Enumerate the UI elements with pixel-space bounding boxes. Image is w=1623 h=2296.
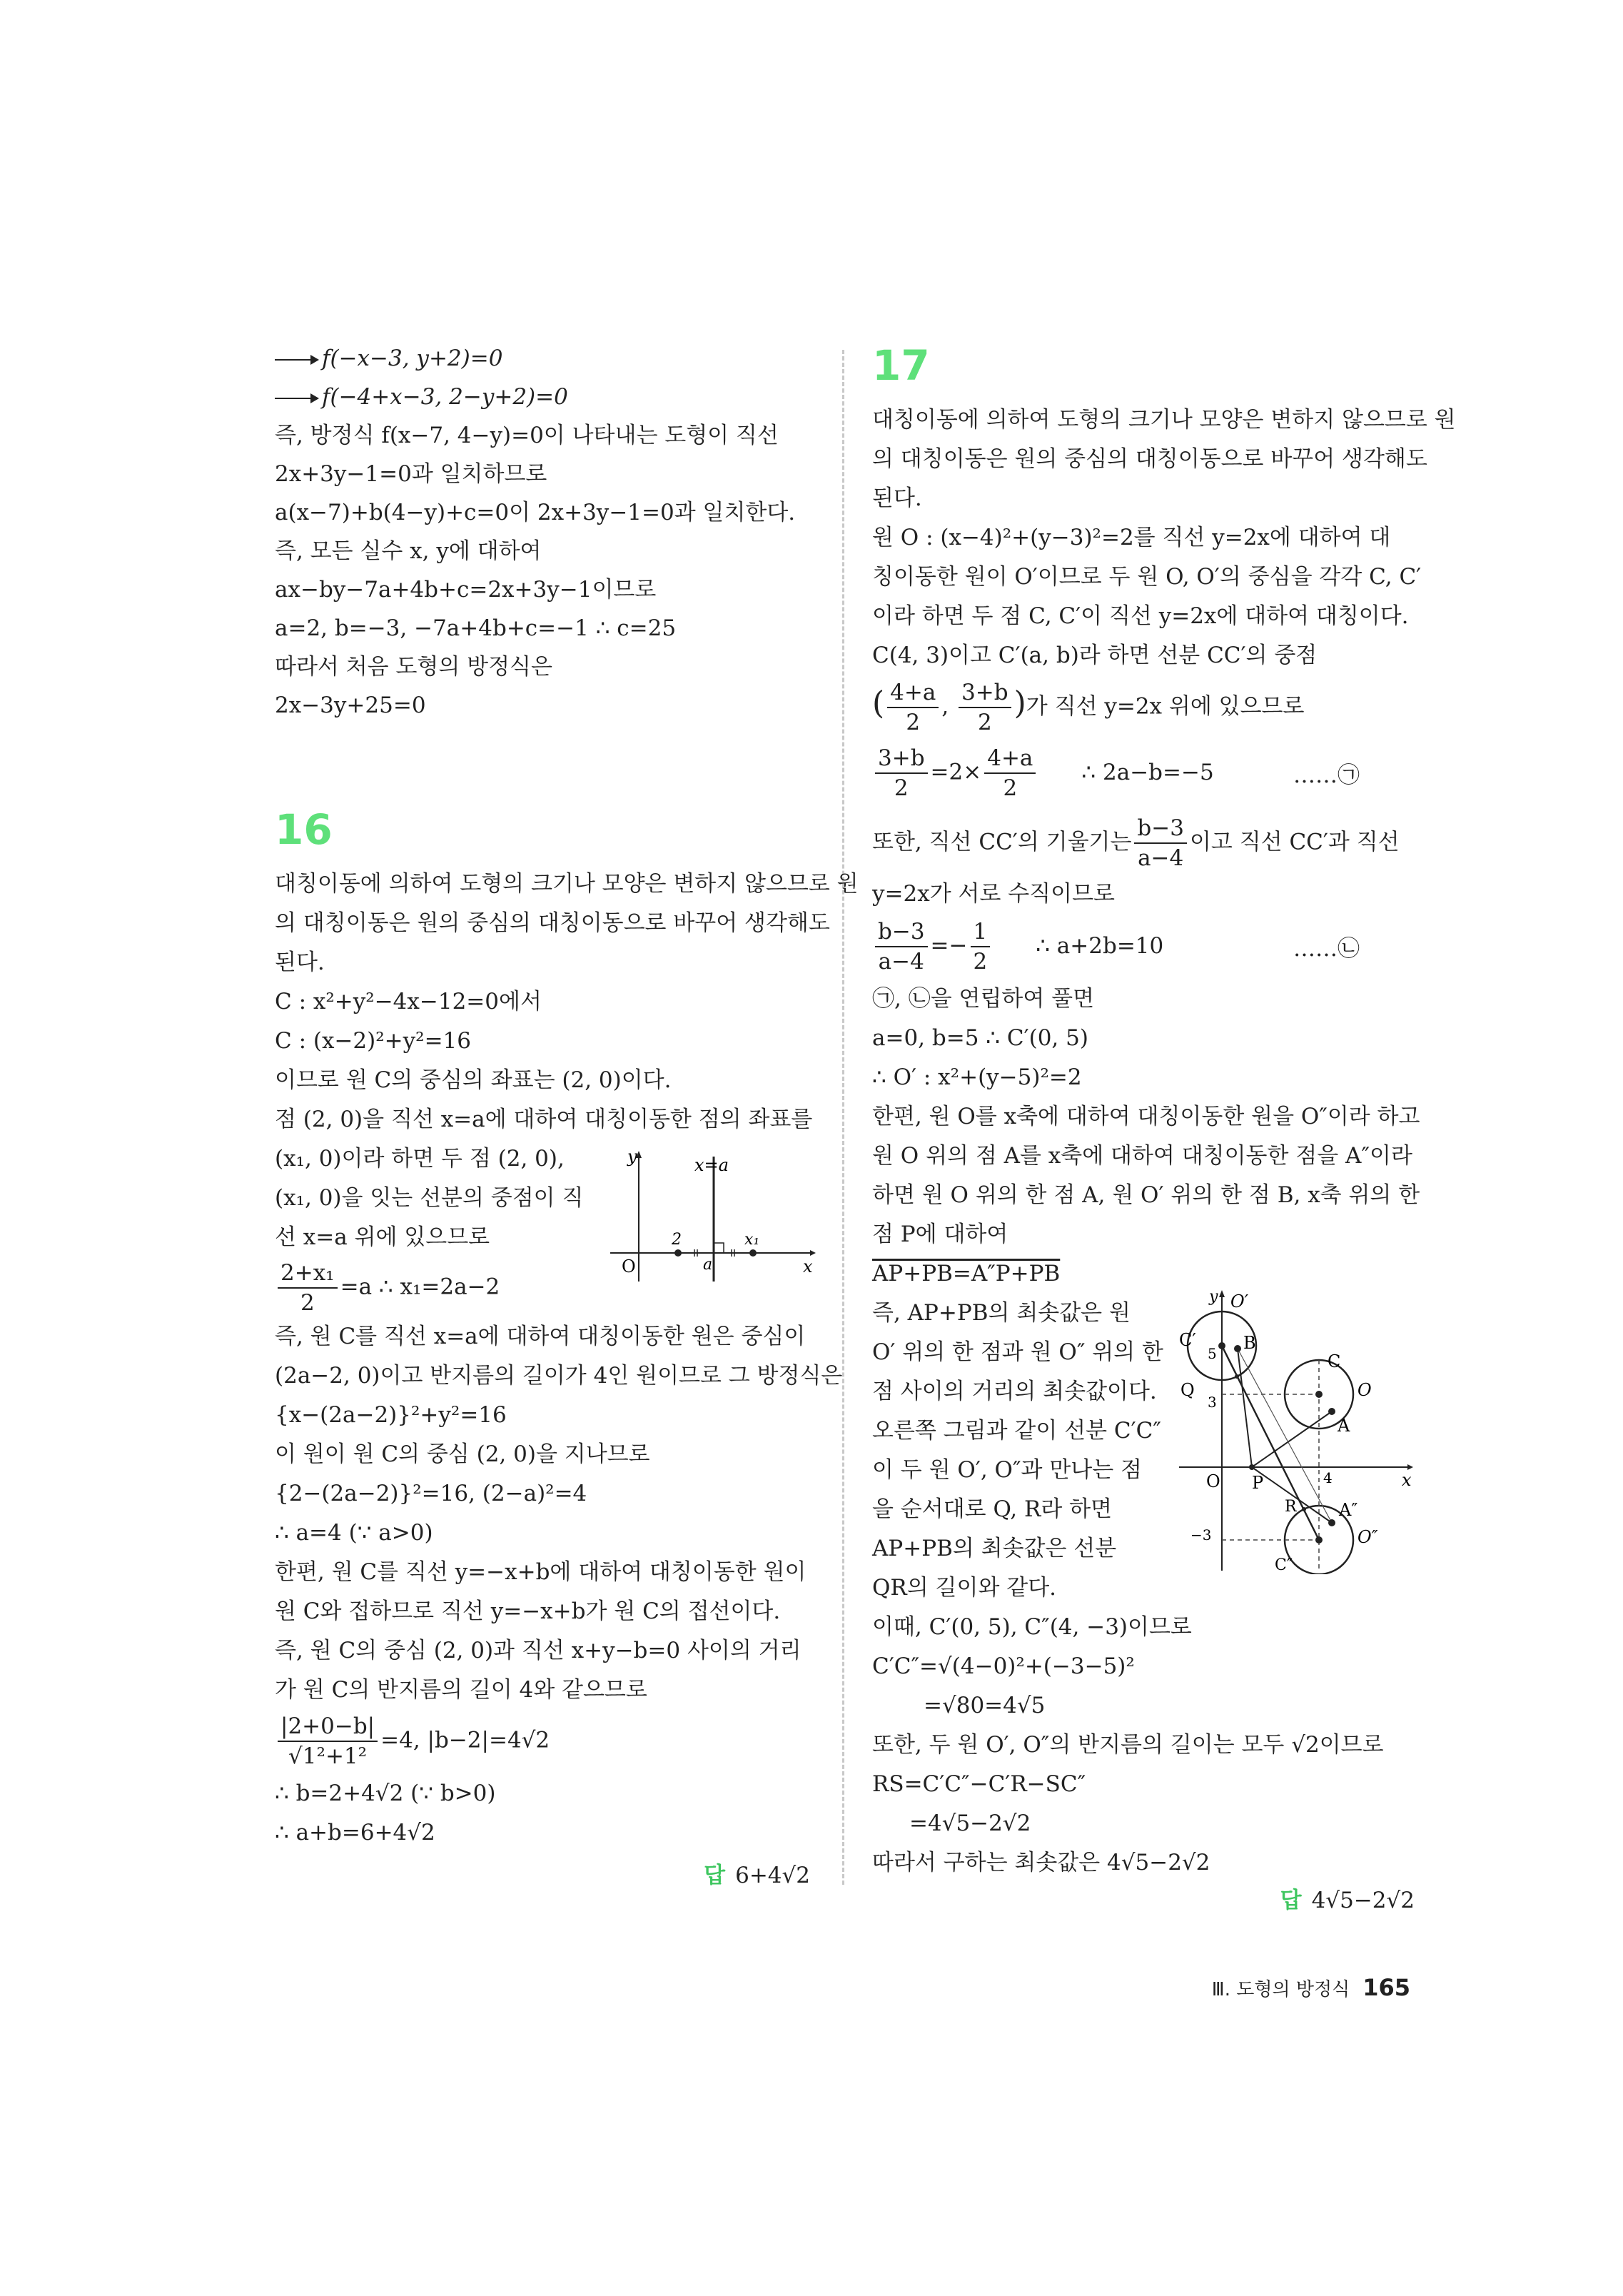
text-line: f(−4+x−3, 2−y+2)=0 <box>275 381 568 413</box>
axis-label-y: y <box>627 1147 637 1167</box>
text-line: (x₁, 0)을 잇는 선분의 중점이 직 <box>275 1185 584 1211</box>
problem-number: 16 <box>275 805 333 854</box>
text-line: 을 순서대로 Q, R라 하면 <box>872 1496 1113 1522</box>
text-line: {2−(2a−2)}²=16, (2−a)²=4 <box>275 1481 587 1506</box>
text-line: AP+PB의 최솟값은 선분 <box>872 1536 1117 1561</box>
figure-17 <box>1172 1289 1415 1574</box>
fraction-line: 또한, 직선 CC′의 기울기는 $\frac{b-3}{a-4}$ 이고 직선 CC′과 직선 <box>872 815 1400 871</box>
origin-label: O <box>1206 1471 1220 1491</box>
column-divider <box>842 350 844 1885</box>
fraction-line: ( $\frac{4+a}{2}$ , $\frac{3+b}{2}$ )가 직선 y=2x 위에 있으므로 <box>872 680 1305 735</box>
text-line: 칭이동한 원이 O′이므로 두 원 O, O′의 중심을 각각 C, C′ <box>872 564 1422 590</box>
problem-number: 17 <box>872 341 930 390</box>
text-line: 대칭이동에 의하여 도형의 크기나 모양은 변하지 않으므로 원 <box>275 871 859 897</box>
point-label: C″ <box>1275 1556 1293 1574</box>
text-line: 또한, 두 원 O′, O″의 반지름의 길이는 모두 √2이므로 <box>872 1732 1384 1758</box>
point-label: Q <box>1180 1380 1195 1400</box>
text-line: 원 C와 접하므로 직선 y=−x+b가 원 C의 접선이다. <box>275 1598 781 1624</box>
page-number: 165 <box>1362 1974 1410 2001</box>
text-line: 가 원 C의 반지름의 길이 4와 같으므로 <box>275 1677 647 1703</box>
point-label: C′ <box>1179 1330 1196 1350</box>
fraction-line: $\frac{b-3}{a-4}$ =− $\frac{1}{2}$ ∴ a+2b=10 ……㉡ <box>872 917 1415 976</box>
fraction: $\frac{|2+0-b|}{\text{√1²+1²}}$ <box>278 1712 378 1771</box>
text-line: =4√5−2√2 <box>909 1811 1031 1836</box>
text-line: 즉, 원 C의 중심 (2, 0)과 직선 x+y−b=0 사이의 거리 <box>275 1638 802 1663</box>
text-line: 따라서 처음 도형의 방정식은 <box>275 654 552 680</box>
origin-label: O <box>622 1257 636 1277</box>
circle-label: O′ <box>1230 1292 1249 1311</box>
point-label: P <box>1252 1473 1264 1493</box>
text-line: 2x−3y+25=0 <box>275 693 426 718</box>
text-line: 된다. <box>275 950 325 975</box>
text-line: ∴ a+b=6+4√2 <box>275 1820 435 1846</box>
text-line: ax−by−7a+4b+c=2x+3y−1이므로 <box>275 577 657 603</box>
text-line: ∴ b=2+4√2 (∵ b>0) <box>275 1781 496 1806</box>
text-line: 즉, 모든 실수 x, y에 대하여 <box>275 538 542 564</box>
tick-label: −3 <box>1190 1526 1212 1544</box>
text-line: O′ 위의 한 점과 원 O″ 위의 한 <box>872 1339 1163 1365</box>
figure-16 <box>603 1142 817 1285</box>
line-label: x=a <box>694 1155 729 1175</box>
chapter-title: Ⅲ. 도형의 방정식 <box>1211 1979 1350 2000</box>
text-line: 의 대칭이동은 원의 중심의 대칭이동으로 바꾸어 생각해도 <box>275 910 830 936</box>
text-line: 점 사이의 거리의 최솟값이다. <box>872 1379 1157 1404</box>
text-line: 된다. <box>872 485 922 511</box>
text-line: C : (x−2)²+y²=16 <box>275 1028 472 1054</box>
point-label: 2 <box>672 1231 682 1249</box>
axis-label-x: x <box>1402 1470 1412 1490</box>
page-footer <box>1212 1974 1410 2001</box>
text-line: a=0, b=5 ∴ C′(0, 5) <box>872 1025 1088 1051</box>
text-line: 이라 하면 두 점 C, C′이 직선 y=2x에 대하여 대칭이다. <box>872 603 1409 629</box>
text-line: 원 O 위의 점 A를 x축에 대하여 대칭이동한 점을 A″이라 <box>872 1143 1412 1169</box>
text-line: {x−(2a−2)}²+y²=16 <box>275 1402 507 1428</box>
text-line: 오른쪽 그림과 같이 선분 C′C″ <box>872 1418 1161 1444</box>
text-line: 2x+3y−1=0과 일치하므로 <box>275 461 547 487</box>
tick-label: 3 <box>1208 1394 1217 1411</box>
text-line: AP+PB=A″P+PB <box>872 1261 1061 1287</box>
arrow-icon <box>275 359 318 361</box>
text-line: 원 O : (x−4)²+(y−3)²=2를 직선 y=2x에 대하여 대 <box>872 525 1391 550</box>
text-line: C(4, 3)이고 C′(a, b)라 하면 선분 CC′의 중점 <box>872 643 1318 668</box>
text-line: 하면 원 O 위의 한 점 A, 원 O′ 위의 한 점 B, x축 위의 한 <box>872 1182 1420 1208</box>
axis-label-y: y <box>1209 1289 1218 1306</box>
text-line: =√80=4√5 <box>924 1693 1046 1718</box>
text-line: 대칭이동에 의하여 도형의 크기나 모양은 변하지 않으므로 원 <box>872 407 1456 433</box>
text-line: 즉, 원 C를 직선 x=a에 대하여 대칭이동한 원은 중심이 <box>275 1324 806 1349</box>
text-line: a(x−7)+b(4−y)+c=0이 2x+3y−1=0과 일치한다. <box>275 500 796 525</box>
point-label: a <box>703 1256 713 1274</box>
text-line: 즉, AP+PB의 최솟값은 원 <box>872 1300 1131 1326</box>
text-line: 선 x=a 위에 있으므로 <box>275 1224 490 1250</box>
text-line: ㉠, ㉡을 연립하여 풀면 <box>872 986 1095 1012</box>
text-line: 이므로 원 C의 중심의 좌표는 (2, 0)이다. <box>275 1067 672 1093</box>
text-line: 점 P에 대하여 <box>872 1222 1008 1247</box>
text-line: 즉, 방정식 f(x−7, 4−y)=0이 나타내는 도형이 직선 <box>275 423 779 448</box>
text-line: 이때, C′(0, 5), C″(4, −3)이므로 <box>872 1614 1192 1640</box>
point-label: R <box>1285 1498 1297 1516</box>
circle-label: O″ <box>1357 1527 1378 1547</box>
point-label: A <box>1338 1416 1350 1436</box>
text-line: (2a−2, 0)이고 반지름의 길이가 4인 원이므로 그 방정식은 <box>275 1363 843 1389</box>
text-line: a=2, b=−3, −7a+4b+c=−1 ∴ c=25 <box>275 615 677 641</box>
point-label: x₁ <box>744 1231 760 1249</box>
text-line: QR의 길이와 같다. <box>872 1575 1056 1601</box>
text-line: C : x²+y²−4x−12=0에서 <box>275 989 542 1014</box>
tick-label: 5 <box>1208 1345 1217 1362</box>
text-line: RS=C′C″−C′R−SC″ <box>872 1771 1086 1797</box>
answer: 답 6+4√2 <box>704 1863 810 1888</box>
text-line: 이 두 원 O′, O″과 만나는 점 <box>872 1457 1142 1483</box>
arrow-icon <box>275 398 318 399</box>
text-line: C′C″=√(4−0)²+(−3−5)² <box>872 1653 1135 1679</box>
answer: 답 4√5−2√2 <box>1280 1888 1415 1913</box>
fraction-line: $\frac{|2+0-b|}{\text{√1²+1²}}$ =4, |b−2|=4√2 <box>275 1712 550 1771</box>
point-label: B <box>1243 1333 1256 1353</box>
fraction: $\frac{\text{2+x₁}}{2}$ <box>278 1259 338 1317</box>
fraction-line: $\frac{3+b}{2}$ =2× $\frac{4+a}{2}$ ∴ 2a−b=−5 ……㉠ <box>872 744 1415 802</box>
text-line: y=2x가 서로 수직이므로 <box>872 881 1115 907</box>
text-line: 점 (2, 0)을 직선 x=a에 대하여 대칭이동한 점의 좌표를 <box>275 1107 813 1132</box>
text-line: 한편, 원 O를 x축에 대하여 대칭이동한 원을 O″이라 하고 <box>872 1104 1420 1129</box>
circle-label: O <box>1357 1380 1372 1400</box>
text-line: 따라서 구하는 최솟값은 4√5−2√2 <box>872 1850 1210 1875</box>
text-line: ∴ O′ : x²+(y−5)²=2 <box>872 1064 1082 1090</box>
text-line: 이 원이 원 C의 중심 (2, 0)을 지나므로 <box>275 1441 650 1467</box>
point-label: A″ <box>1339 1500 1358 1520</box>
axis-label-x: x <box>803 1257 813 1277</box>
tick-label: 4 <box>1323 1469 1333 1486</box>
point-label: C <box>1328 1351 1341 1371</box>
text-line: ∴ a=4 (∵ a>0) <box>275 1520 433 1546</box>
text-line: (x₁, 0)이라 하면 두 점 (2, 0), <box>275 1146 565 1172</box>
text-line: 의 대칭이동은 원의 중심의 대칭이동으로 바꾸어 생각해도 <box>872 446 1427 472</box>
text-line: f(−x−3, y+2)=0 <box>275 343 502 374</box>
fraction-line: $\frac{\text{2+x₁}}{2}$ =a ∴ x₁=2a−2 <box>275 1259 500 1317</box>
text-line: 한편, 원 C를 직선 y=−x+b에 대하여 대칭이동한 원이 <box>275 1559 807 1585</box>
